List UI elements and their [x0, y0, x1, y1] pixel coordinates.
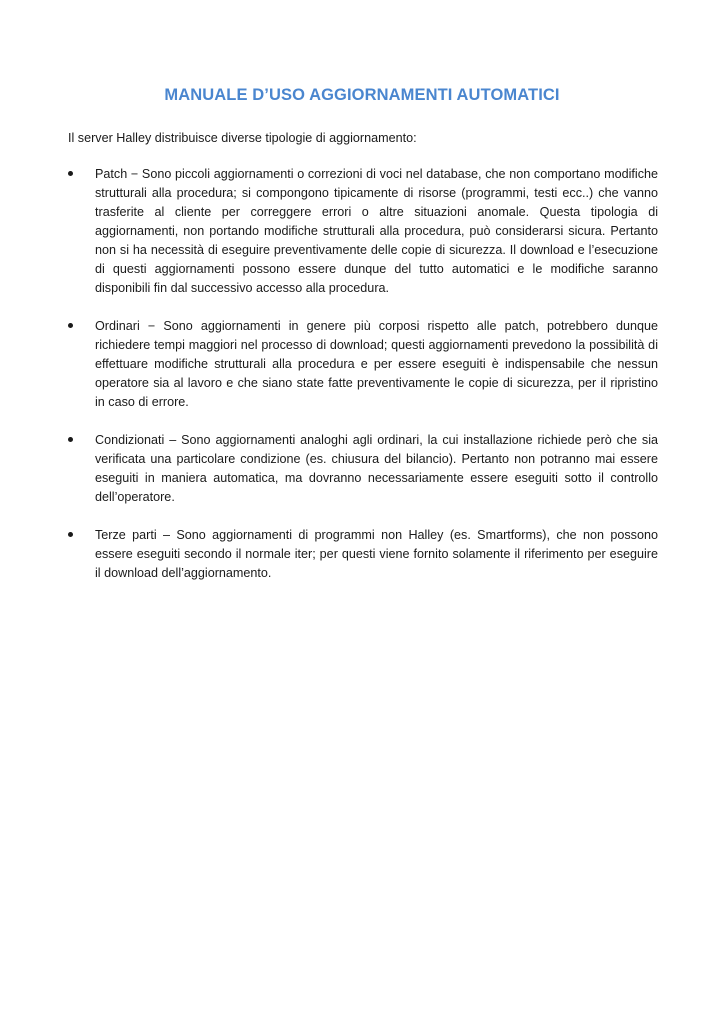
bullet-icon [68, 323, 73, 328]
list-item-ordinari [68, 317, 658, 412]
list-item-text: Ordinari − Sono aggiornamenti in genere più corposi rispetto alle patch, potrebbero dunque richiedere tempi maggiori nel processo di download; questi aggiornamenti prevedono la possibilità di effettuare modifiche strutturali alla procedura e per essere eseguiti è indispensabile che nessun operatore sia al lavoro e che siano state fatte preventivamente le copie di sicurezza, per il ripristino in caso di errore. [95, 319, 658, 409]
list-item-text: Condizionati – Sono aggiornamenti analoghi agli ordinari, la cui installazione richiede però che sia verificata una particolare condizione (es. chiusura del bilancio). Pertanto non potranno mai essere eseguiti in maniera automatica, ma dovranno necessariamente essere eseguiti sotto il controllo dell’operatore. [95, 433, 658, 504]
list-item-condizionati [68, 431, 658, 507]
bullet-icon [68, 437, 73, 442]
intro-paragraph: Il server Halley distribuisce diverse tipologie di aggiornamento: [68, 131, 417, 145]
bullet-icon [68, 532, 73, 537]
update-types-list [68, 165, 658, 602]
bullet-icon [68, 171, 73, 176]
list-item-text: Terze parti – Sono aggiornamenti di programmi non Halley (es. Smartforms), che non possono essere eseguiti secondo il normale iter; per questi viene fornito solamente il riferimento per eseguire il download dell’aggiornamento. [95, 528, 658, 580]
list-item-text: Patch − Sono piccoli aggiornamenti o correzioni di voci nel database, che non comportano modifiche strutturali alla procedura; si compongono tipicamente di risorse (programmi, testi ecc..) che vanno trasferite al cliente per correggere errori o altre situazioni anomale. Questa tipologia di aggiornamenti, non portando modifiche strutturali alla procedura, può considerarsi sicura. Pertanto non si ha necessità di eseguire preventivamente delle copie di sicurezza. Il download e l’esecuzione di questi aggiornamenti possono essere dunque del tutto automatici e le modifiche saranno disponibili fin dal successivo accesso alla procedura. [95, 167, 658, 295]
list-item-terze-parti [68, 526, 658, 583]
list-item-patch [68, 165, 658, 298]
document-title: MANUALE D’USO AGGIORNAMENTI AUTOMATICI [164, 86, 560, 104]
